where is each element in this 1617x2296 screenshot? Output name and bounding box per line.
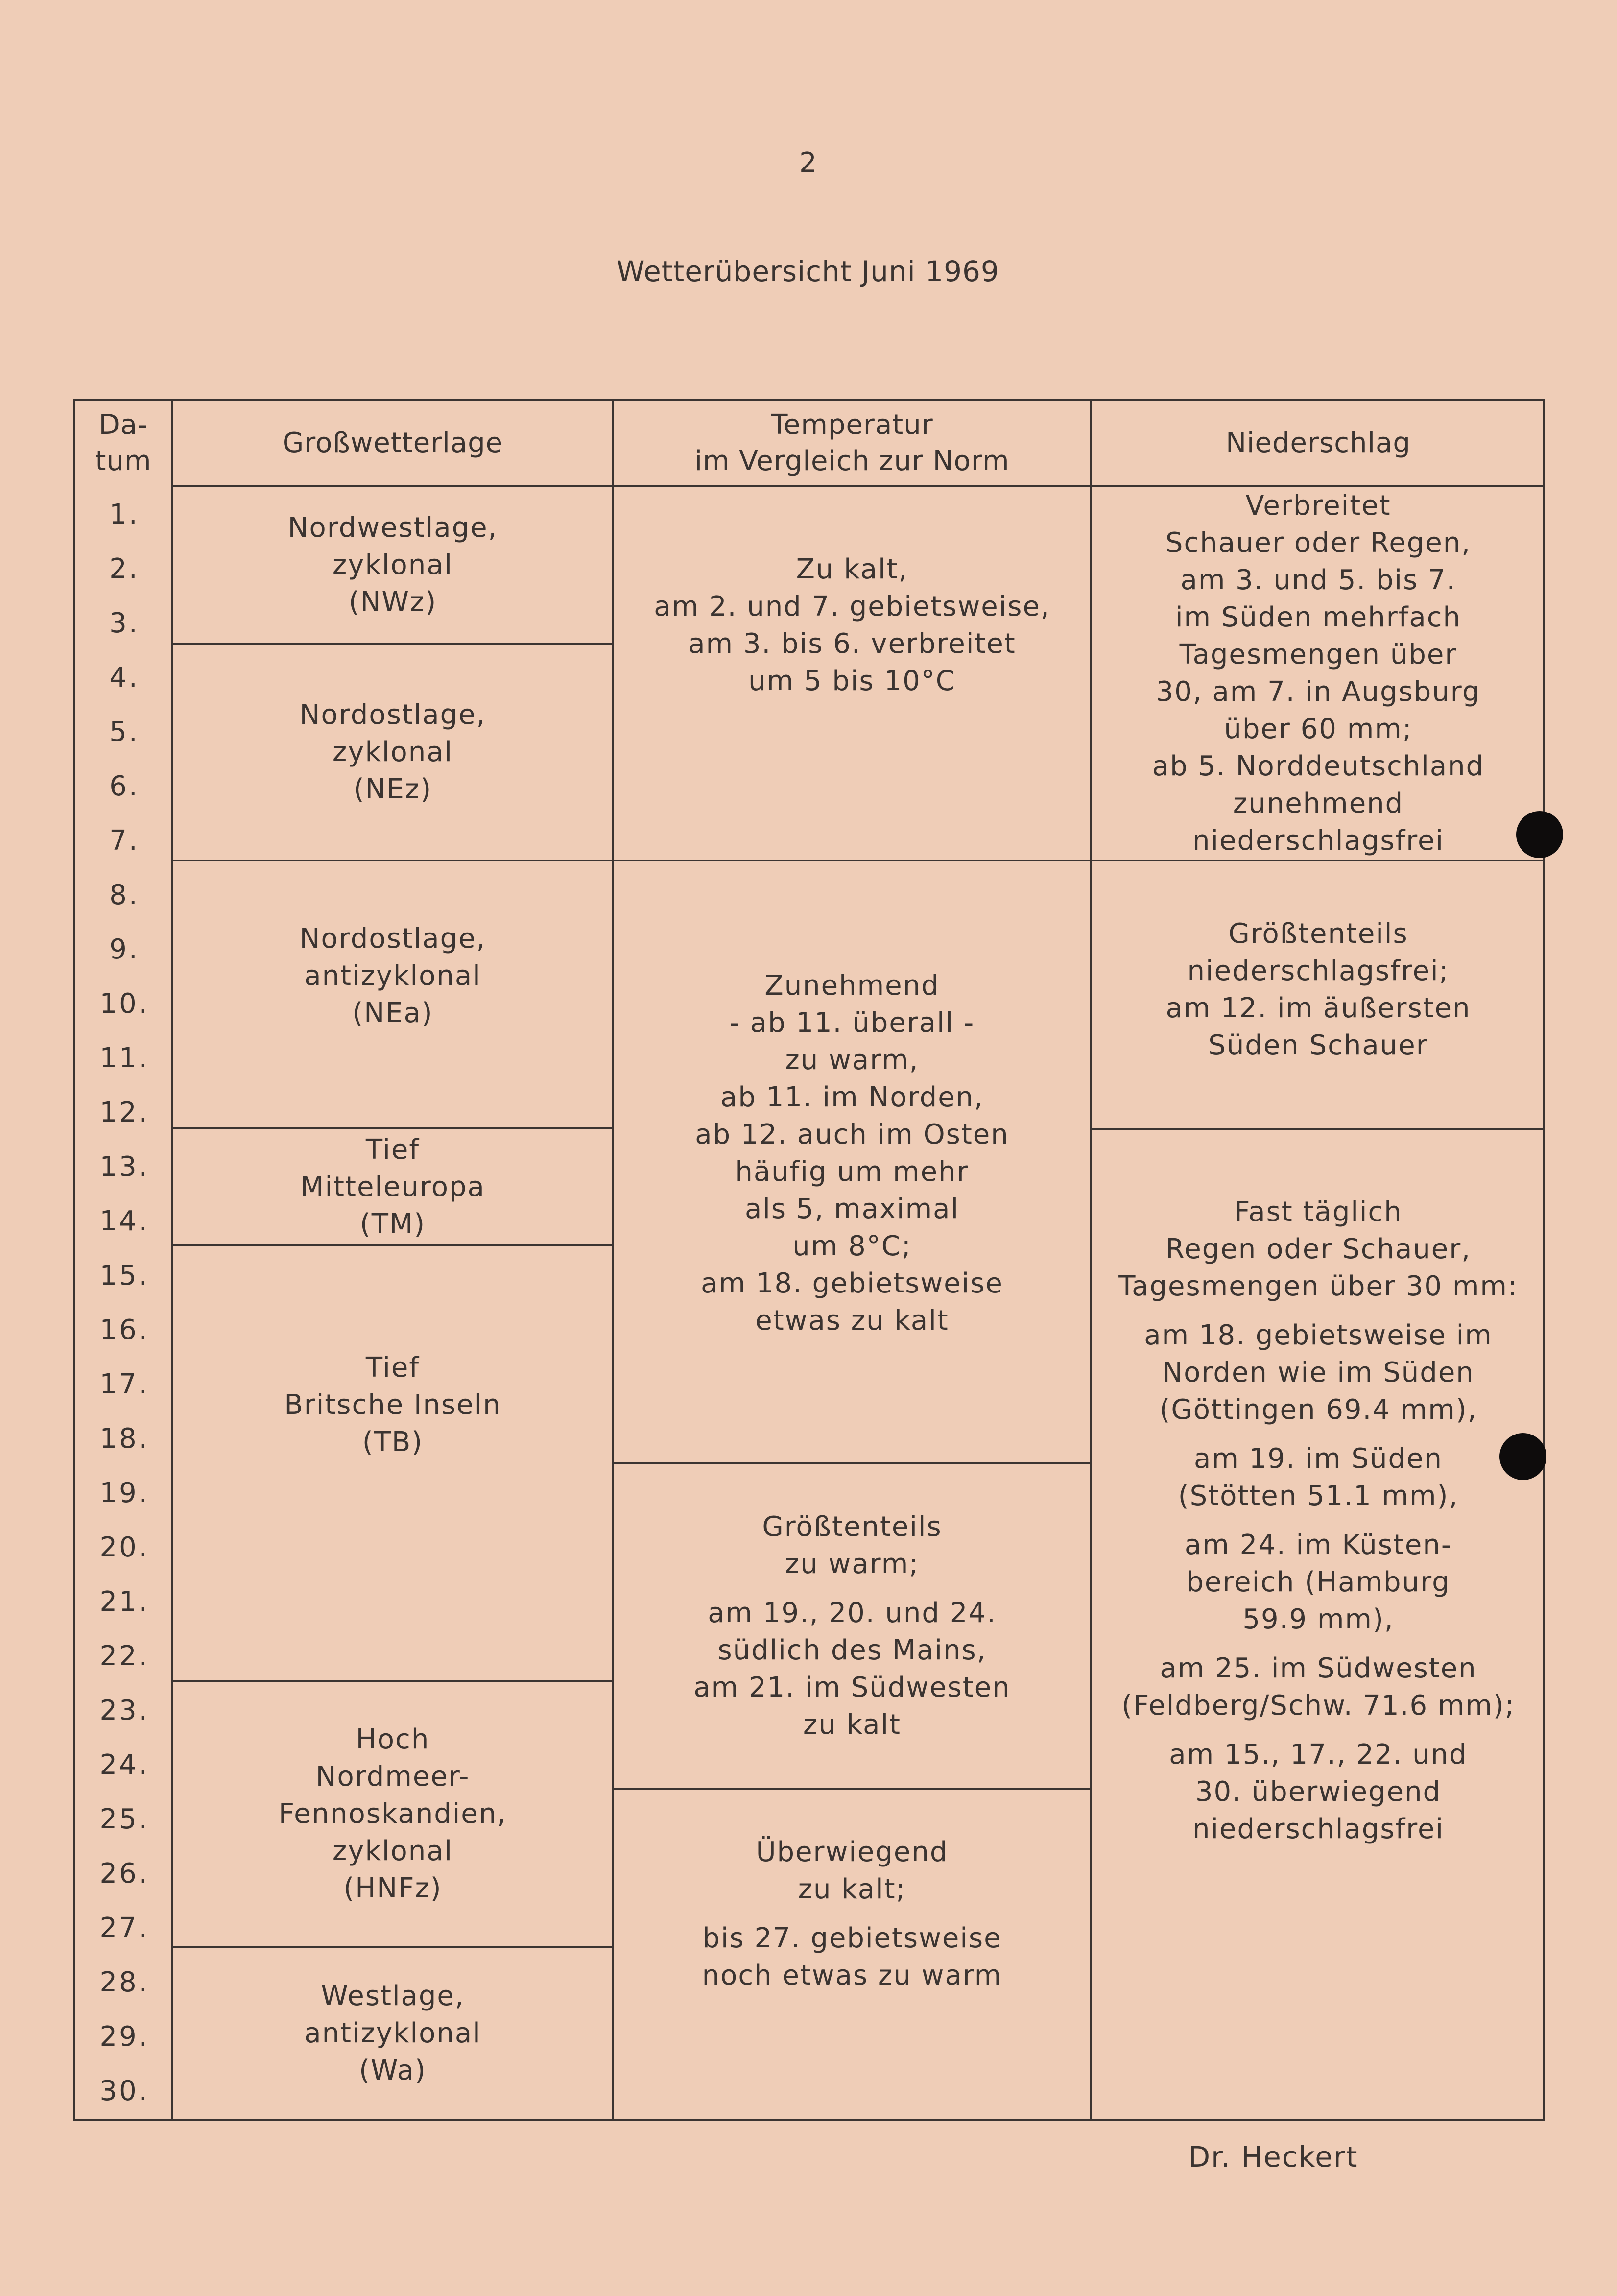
wetterlage-line: Fennoskandien, <box>278 1798 507 1830</box>
niederschlag-line: (Feldberg/Schw. 71.6 mm); <box>1121 1690 1515 1722</box>
day-number: 15. <box>99 1259 149 1292</box>
temperatur-line: Größtenteils <box>762 1510 942 1543</box>
niederschlag-line: 30, am 7. in Augsburg <box>1156 676 1481 708</box>
header-temperatur-line: im Vergleich zur Norm <box>694 445 1010 477</box>
niederschlag-line: Tagesmengen über <box>1179 639 1457 670</box>
niederschlag-line: am 25. im Südwesten <box>1160 1652 1477 1684</box>
wetterlage-hnfz <box>173 1682 612 1946</box>
niederschlag-line: niederschlagsfrei <box>1192 1813 1445 1845</box>
wetterlage-nwz <box>173 487 612 643</box>
temperatur-line: zu warm, <box>785 1044 919 1076</box>
temperatur-line: Überwiegend <box>756 1836 949 1868</box>
wetterlage-nez <box>173 645 612 860</box>
day-number: 8. <box>109 879 140 911</box>
header-grosswetterlage-label: Großwetterlage <box>282 427 503 459</box>
temperatur-line: am 2. und 7. gebietsweise, <box>654 591 1050 622</box>
day-number: 29. <box>99 2021 149 2053</box>
niederschlag-line: am 24. im Küsten- <box>1184 1529 1452 1561</box>
day-number: 24. <box>99 1749 149 1781</box>
temperatur-line: häufig um mehr <box>735 1156 969 1188</box>
wetterlage-line: (Wa) <box>359 2055 427 2086</box>
day-number: 2. <box>109 552 140 585</box>
day-number: 26. <box>99 1858 149 1890</box>
day-number: 12. <box>99 1096 149 1128</box>
wetterlage-line: (TB) <box>362 1426 424 1458</box>
temperatur-line: am 3. bis 6. verbreitet <box>688 628 1016 660</box>
wetterlage-line: (NWz) <box>348 586 437 618</box>
day-number: 25. <box>99 1803 149 1836</box>
niederschlag-line: (Stötten 51.1 mm), <box>1178 1480 1459 1512</box>
niederschlag-line: niederschlagsfrei; <box>1187 955 1450 987</box>
temperatur-line: bis 27. gebietsweise <box>702 1922 1002 1954</box>
wetterlage-line: Nordostlage, <box>299 698 486 731</box>
day-number: 18. <box>99 1423 149 1455</box>
header-datum-line: tum <box>95 445 152 477</box>
temperatur-line: am 21. im Südwesten <box>693 1671 1011 1703</box>
wetterlage-tm <box>173 1129 612 1244</box>
temperatur-line: noch etwas zu warm <box>702 1960 1002 1991</box>
temperatur-line: ab 12. auch im Osten <box>695 1119 1009 1150</box>
niederschlag-line: über 60 mm; <box>1224 713 1413 745</box>
header-grosswetterlage <box>173 401 612 485</box>
day-number: 9. <box>109 933 140 965</box>
header-datum <box>75 401 171 485</box>
wetterlage-line: Tief <box>365 1352 420 1384</box>
day-number: 30. <box>99 2075 149 2107</box>
niederschlag-line: zunehmend <box>1233 788 1404 819</box>
wetterlage-line: antizyklonal <box>304 2017 481 2049</box>
temperatur-line: um 5 bis 10°C <box>748 665 956 697</box>
day-number: 22. <box>99 1640 149 1673</box>
day-number: 16. <box>99 1314 149 1346</box>
wetterlage-line: Nordmeer- <box>315 1761 470 1793</box>
niederschlag-line: Verbreitet <box>1245 490 1391 522</box>
day-number: 10. <box>99 987 149 1020</box>
day-number: 28. <box>99 1966 149 1999</box>
temperatur-line: zu kalt; <box>798 1873 906 1905</box>
temperatur-period-1 <box>614 487 1090 860</box>
header-datum-line: Da- <box>98 409 148 441</box>
wetterlage-line: Tief <box>365 1133 420 1166</box>
day-number: 23. <box>99 1695 149 1727</box>
wetterlage-line: Mitteleuropa <box>300 1171 485 1203</box>
day-number: 17. <box>99 1368 149 1401</box>
day-number: 21. <box>99 1586 149 1618</box>
niederschlag-line: Größtenteils <box>1228 918 1408 950</box>
punch-hole <box>1516 811 1563 858</box>
niederschlag-period-2 <box>1092 861 1545 1128</box>
day-number: 19. <box>99 1477 149 1509</box>
day-number: 11. <box>99 1042 149 1074</box>
wetterlage-nea <box>173 861 612 1127</box>
niederschlag-line: bereich (Hamburg <box>1186 1566 1451 1598</box>
niederschlag-line: Norden wie im Süden <box>1162 1357 1474 1388</box>
wetterlage-wa <box>173 1948 612 2119</box>
niederschlag-line: 30. überwiegend <box>1195 1776 1442 1808</box>
wetterlage-line: (NEa) <box>352 997 433 1029</box>
temperatur-line: zu kalt <box>803 1708 901 1741</box>
temperatur-line: südlich des Mains, <box>717 1634 987 1666</box>
header-niederschlag <box>1092 401 1545 485</box>
wetterlage-line: antizyklonal <box>304 960 481 992</box>
niederschlag-line: 59.9 mm), <box>1242 1603 1394 1635</box>
niederschlag-line: Süden Schauer <box>1208 1029 1428 1061</box>
day-number: 3. <box>109 607 140 639</box>
header-niederschlag-label: Niederschlag <box>1226 427 1411 459</box>
wetterlage-line: Britsche Inseln <box>284 1389 501 1421</box>
document-title: Wetterübersicht Juni 1969 <box>617 255 999 288</box>
temperatur-period-4 <box>614 1790 1090 2119</box>
niederschlag-line: Tagesmengen über 30 mm: <box>1118 1270 1518 1302</box>
wetterlage-line: Nordostlage, <box>299 923 486 955</box>
niederschlag-line: Fast täglich <box>1234 1196 1403 1228</box>
header-temperatur-line: Temperatur <box>771 409 933 441</box>
niederschlag-period-3 <box>1092 1130 1545 2119</box>
temperatur-line: Zunehmend <box>764 970 940 1002</box>
wetterlage-line: (NEz) <box>353 773 432 805</box>
temperatur-line: ab 11. im Norden, <box>720 1081 984 1113</box>
day-number: 1. <box>109 498 140 530</box>
day-number: 5. <box>109 716 140 748</box>
day-number: 7. <box>109 824 140 857</box>
weather-table <box>73 399 1545 2121</box>
temperatur-line: am 19., 20. und 24. <box>708 1597 997 1629</box>
day-number: 20. <box>99 1531 149 1564</box>
niederschlag-line: am 18. gebietsweise im <box>1144 1319 1493 1351</box>
niederschlag-line: (Göttingen 69.4 mm), <box>1159 1394 1477 1426</box>
niederschlag-line: am 3. und 5. bis 7. <box>1180 564 1456 596</box>
niederschlag-line: am 12. im äußersten <box>1165 992 1471 1024</box>
day-number: 13. <box>99 1150 149 1183</box>
day-number: 6. <box>109 770 140 802</box>
wetterlage-tb <box>173 1246 612 1680</box>
niederschlag-line: Regen oder Schauer, <box>1165 1233 1472 1265</box>
niederschlag-line: Schauer oder Regen, <box>1165 527 1472 559</box>
wetterlage-line: zyklonal <box>332 736 453 768</box>
niederschlag-period-1 <box>1092 487 1545 860</box>
temperatur-line: zu warm; <box>785 1548 920 1580</box>
temperatur-period-2 <box>614 861 1090 1462</box>
niederschlag-line: im Süden mehrfach <box>1175 601 1462 633</box>
wetterlage-line: (TM) <box>359 1208 426 1240</box>
signature: Dr. Heckert <box>1188 2140 1358 2174</box>
day-number: 27. <box>99 1912 149 1944</box>
temperatur-line: - ab 11. überall - <box>729 1007 975 1039</box>
wetterlage-line: Westlage, <box>321 1980 465 2012</box>
temperatur-line: etwas zu kalt <box>755 1305 949 1337</box>
day-number: 14. <box>99 1205 149 1237</box>
header-temperatur <box>614 401 1090 485</box>
temperatur-period-3 <box>614 1464 1090 1788</box>
temperatur-line: am 18. gebietsweise <box>701 1268 1003 1299</box>
wetterlage-line: zyklonal <box>332 549 453 581</box>
niederschlag-line: am 19. im Süden <box>1194 1443 1443 1475</box>
day-number: 4. <box>109 661 140 694</box>
temperatur-line: Zu kalt, <box>796 553 908 585</box>
temperatur-line: um 8°C; <box>792 1230 912 1262</box>
wetterlage-line: (HNFz) <box>343 1872 442 1904</box>
wetterlage-line: zyklonal <box>332 1835 453 1867</box>
niederschlag-line: am 15., 17., 22. und <box>1169 1739 1468 1770</box>
niederschlag-line: niederschlagsfrei <box>1192 825 1445 857</box>
niederschlag-line: ab 5. Norddeutschland <box>1152 750 1485 782</box>
wetterlage-line: Hoch <box>356 1723 430 1755</box>
temperatur-line: als 5, maximal <box>744 1193 960 1225</box>
wetterlage-line: Nordwestlage, <box>287 511 498 544</box>
punch-hole <box>1499 1433 1546 1480</box>
page-number: 2 <box>799 147 817 179</box>
